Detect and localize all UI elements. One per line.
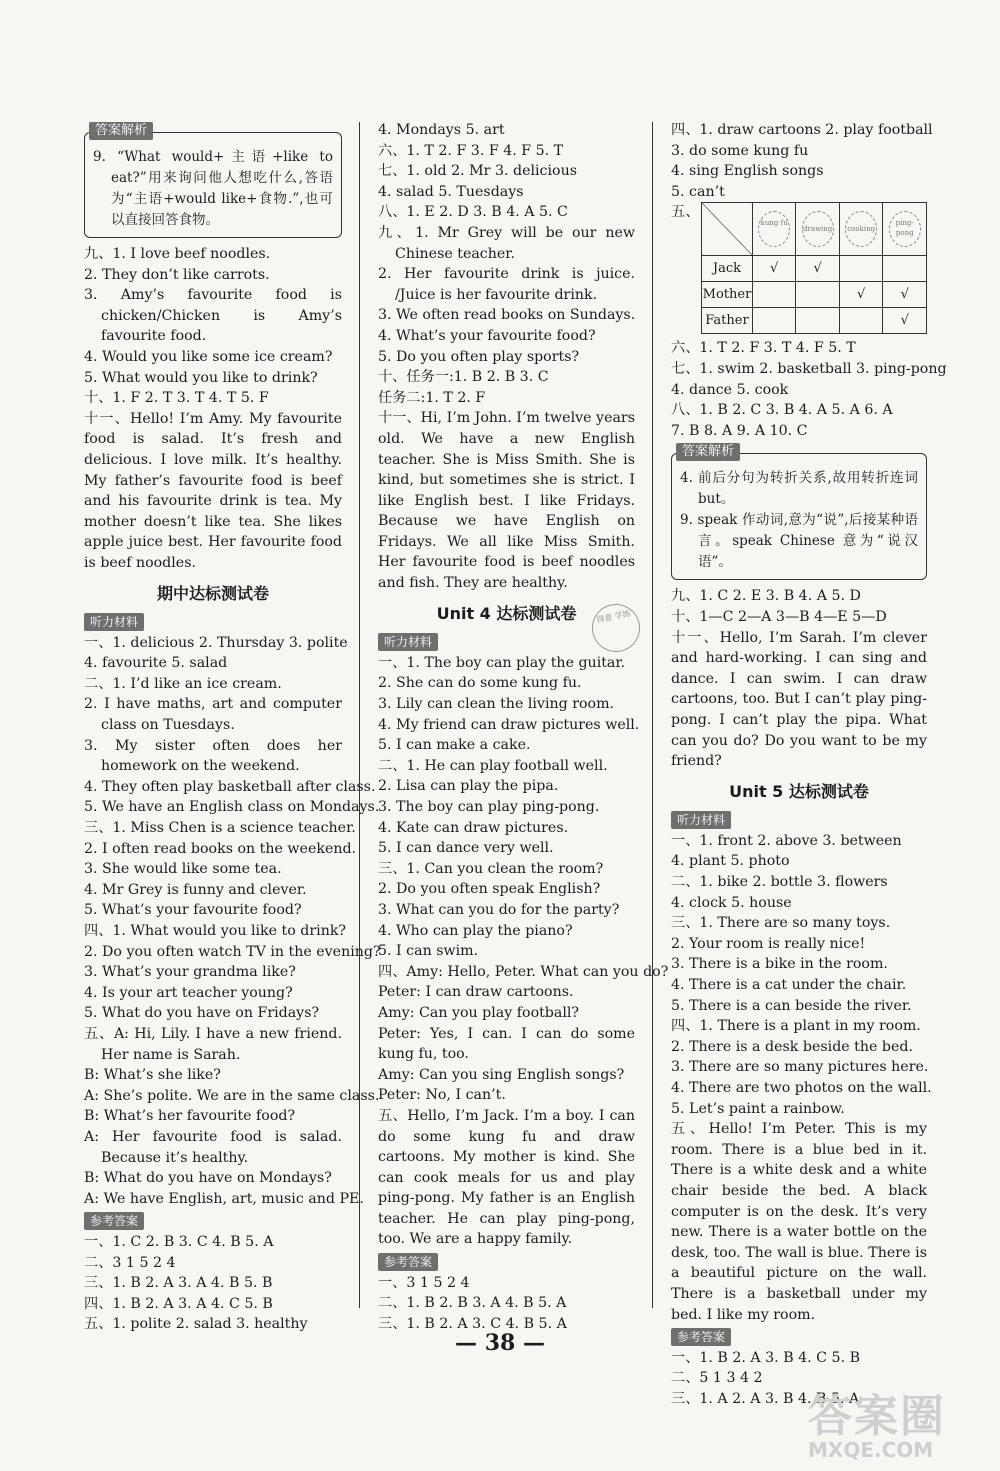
- table-row: [702, 308, 927, 334]
- answer-list: [84, 244, 342, 409]
- answer-line: 4. What’s your favourite food?: [378, 327, 596, 344]
- listening-line: B: What do you have on Mondays?: [84, 1170, 332, 1187]
- analysis-box: [671, 444, 927, 580]
- answer-line: 一、1. B 2. A 3. B 4. C 5. B: [671, 1349, 861, 1366]
- answer-line: 十、1. F 2. T 3. T 4. T 5. F: [84, 390, 269, 407]
- answer-list: [671, 586, 927, 627]
- listening-line: 3. The boy can play ping-pong.: [378, 799, 600, 815]
- column-divider: [359, 122, 360, 1308]
- listening-line: 2. I often read books on the weekend.: [84, 840, 357, 857]
- listening-line: 2. Your room is really nice!: [671, 935, 866, 952]
- table-cell: [883, 256, 927, 282]
- answer-line: 五、1. polite 2. salad 3. healthy: [84, 1316, 308, 1333]
- drawing-icon: drawing: [802, 211, 834, 247]
- passage: 十一、Hello, I’m Sarah. I’m clever and hard-working. I can sing and dance. I can swim. I can draw cartoons, too. But I can’t play ping-pong. I can’t play the pipa. What can you do? Do you want to be my friend?: [671, 629, 927, 770]
- listening-line: Amy: Can you sing English songs?: [378, 1066, 625, 1083]
- answer-line: 八、1. B 2. C 3. B 4. A 5. A 6. A: [671, 402, 893, 419]
- answer-line: 3. do some kung fu: [671, 142, 809, 159]
- listening-line: 4. My friend can draw pictures well.: [378, 716, 640, 733]
- answer-line: 7. B 8. A 9. A 10. C: [671, 422, 808, 439]
- cooking-figure: [839, 203, 883, 256]
- listening-line: 4. Is your art teacher young?: [84, 984, 293, 1001]
- listening-line: 5. There is a can beside the river.: [671, 997, 912, 1014]
- listening-line: 3. What’s your grandma like?: [84, 964, 296, 981]
- table-cell: √: [752, 256, 796, 282]
- answers-tag: 参考答案: [671, 1328, 731, 1346]
- ping-pong-icon: ping-pong: [889, 211, 921, 247]
- answer-line: 3. Amy’s favourite food is chicken/Chicken is Amy’s favourite food.: [84, 287, 342, 345]
- kung-fu-icon: kung fu: [758, 211, 790, 247]
- table-cell: [752, 282, 796, 308]
- listening-line: 一、1. delicious 2. Thursday 3. polite: [84, 634, 348, 651]
- listening-list: [84, 633, 381, 1210]
- listening-line: 5. What do you have on Fridays?: [84, 1005, 320, 1022]
- listening-line: 二、1. I’d like an ice cream.: [84, 675, 282, 692]
- answer-list: [378, 120, 635, 408]
- section-title: Unit 4 达标测试卷: [436, 603, 577, 623]
- answer-line: 六、1. T 2. F 3. T 4. F 5. T: [671, 340, 856, 357]
- kung-fu-figure: [752, 203, 796, 256]
- answers-tag: 参考答案: [378, 1253, 438, 1271]
- table-cell: [752, 308, 796, 334]
- answer-line: 3. We often read books on Sundays.: [378, 307, 636, 324]
- table-cell: √: [883, 308, 927, 334]
- watermark-url: MXQE.COM: [808, 1438, 934, 1462]
- listening-line: 一、1. front 2. above 3. between: [671, 832, 902, 849]
- analysis-text: 9. “What would+主语+like to eat?”用来询问他人想吃什么,答语为“主语+would like+食物.”,也可以直接回答食物。: [93, 149, 333, 228]
- listening-tag: 听力材料: [671, 811, 731, 829]
- answer-line: 二、1. B 2. B 3. A 4. B 5. A: [378, 1295, 567, 1312]
- listening-line: 4. There is a cat under the chair.: [671, 977, 907, 994]
- listening-line: Peter: No, I can’t.: [378, 1087, 506, 1104]
- listening-line: 4. There are two photos on the wall.: [671, 1080, 932, 1096]
- listening-line: 3. There is a bike in the room.: [671, 956, 888, 973]
- stamp: 得意 学练: [588, 600, 645, 657]
- table-cell: √: [883, 282, 927, 308]
- passage: 五、Hello, I’m Jack. I’m a boy. I can do some kung fu and draw cartoons. My mother is kind. She can cook meals for us and play ping-pong. My father is an English teacher. He can play ping-pong, too. We are a happy family.: [378, 1107, 635, 1248]
- reference-answers: [378, 1273, 635, 1335]
- answer-line: 七、1. old 2. Mr 3. delicious: [378, 163, 577, 180]
- answer-line: 5. can’t: [671, 183, 725, 200]
- table-cell: [796, 308, 840, 334]
- listening-line: B: What’s she like?: [84, 1067, 221, 1084]
- watermark-logo: 答案圈: [808, 1391, 946, 1442]
- listening-line: 3. Lily can clean the living room.: [378, 696, 615, 713]
- row-name: Father: [702, 308, 753, 334]
- passage: 十一、Hello! I’m Amy. My favourite food is salad. It’s fresh and delicious. I love milk. It’s healthy. My father’s favourite food is beef and his favourite drink is tea. My mother doesn’t like tea. She likes apple juice best. Her favourite food is beef noodles.: [84, 410, 342, 571]
- column-3: [671, 120, 947, 1410]
- table-cell: [796, 282, 840, 308]
- answer-line: 5. Do you often play sports?: [378, 348, 580, 365]
- answer-line: 三、1. B 2. A 3. C 4. B 5. A: [378, 1315, 567, 1332]
- listening-line: 2. She can do some kung fu.: [378, 675, 582, 692]
- answer-line: 4. sing English songs: [671, 163, 824, 180]
- listening-line: 3. There are so many pictures here.: [671, 1059, 929, 1076]
- listening-line: 5. What’s your favourite food?: [84, 902, 302, 919]
- section-title: 期中达标测试卷: [156, 583, 269, 603]
- listening-line: Peter: Yes, I can. I can do some kung fu, too.: [378, 1025, 635, 1063]
- table-row: [702, 256, 927, 282]
- table-row: [702, 282, 927, 308]
- ability-table-block: [671, 202, 927, 334]
- listening-line: 4. Mr Grey is funny and clever.: [84, 881, 307, 898]
- listening-line: 四、1. There is a plant in my room.: [671, 1018, 921, 1035]
- listening-line: B: What’s her favourite food?: [84, 1108, 296, 1125]
- answer-line: 四、1. B 2. A 3. A 4. C 5. B: [84, 1295, 273, 1312]
- answer-line: 九、1. I love beef noodles.: [84, 246, 271, 262]
- answer-line: 三、1. B 2. A 3. A 4. B 5. B: [84, 1275, 273, 1292]
- row-name: Mother: [702, 282, 753, 308]
- analysis-tag: 答案解析: [676, 443, 740, 461]
- listening-line: 4. Who can play the piano?: [378, 922, 573, 939]
- answer-line: 5. What would you like to drink?: [84, 369, 318, 386]
- analysis-tag: 答案解析: [89, 122, 153, 140]
- listening-line: 4. favourite 5. salad: [84, 655, 228, 672]
- passage: 十一、Hi, I’m John. I’m twelve years old. We have a new English teacher. She is Miss Smith. She is kind, but sometimes she is strict. I like English best. I like Fridays. Because we have English on Fridays. We all like Miss Smith. Her favourite food is beef noodles and fish. They are healthy.: [378, 410, 635, 592]
- answers-tag: 参考答案: [84, 1212, 144, 1230]
- column-2: [378, 120, 669, 1334]
- table-cell: √: [796, 256, 840, 282]
- cooking-icon: cooking: [845, 211, 877, 247]
- reference-answers: [84, 1232, 342, 1335]
- table-label: 五、: [671, 204, 700, 221]
- listening-line: Amy: Can you play football?: [378, 1004, 580, 1021]
- listening-line: A: She’s polite. We are in the same class.: [84, 1087, 380, 1104]
- table-cell: [839, 308, 883, 334]
- listening-line: 4. plant 5. photo: [671, 853, 790, 870]
- table-cell: [839, 256, 883, 282]
- listening-line: 2. I have maths, art and computer class on Tuesdays.: [84, 696, 342, 734]
- listening-line: 一、1. The boy can play the guitar.: [378, 654, 626, 671]
- listening-line: 5. I can make a cake.: [378, 737, 531, 754]
- listening-line: 2. There is a desk beside the bed.: [671, 1038, 913, 1055]
- answer-line: 十、1—C 2—A 3—B 4—E 5—D: [671, 608, 887, 625]
- ping-pong-figure: [883, 203, 927, 256]
- listening-line: 2. Do you often speak English?: [378, 881, 601, 898]
- listening-line: 4. Kate can draw pictures.: [378, 819, 569, 836]
- answer-line: 4. Would you like some ice cream?: [84, 348, 333, 365]
- listening-line: 三、1. There are so many toys.: [671, 915, 891, 932]
- listening-line: 三、1. Miss Chen is a science teacher.: [84, 820, 356, 837]
- row-name: Jack: [702, 256, 753, 282]
- ability-table: [701, 202, 927, 334]
- answer-line: 一、1. C 2. B 3. C 4. B 5. A: [84, 1233, 274, 1250]
- answer-line: 八、1. E 2. D 3. B 4. A 5. C: [378, 204, 568, 221]
- listening-list: [378, 653, 669, 1106]
- listening-line: 5. I can dance very well.: [378, 840, 554, 857]
- diagonal-header-cell: [702, 203, 753, 256]
- listening-line: 5. We have an English class on Mondays.: [84, 799, 380, 816]
- page-number: — 38 —: [455, 1330, 545, 1356]
- analysis-text: 9. speak 作动词,意为“说”,后接某种语言。speak Chinese 意为“说汉语”。: [680, 512, 918, 571]
- analysis-box: [84, 123, 342, 238]
- answer-line: 4. salad 5. Tuesdays: [378, 183, 524, 200]
- listening-tag: 听力材料: [84, 613, 144, 631]
- listening-line: 3. She would like some tea.: [84, 861, 282, 878]
- listening-tag: 听力材料: [378, 633, 438, 651]
- answer-line: 四、1. draw cartoons 2. play football: [671, 122, 933, 138]
- listening-line: 四、Amy: Hello, Peter. What can you do?: [378, 963, 669, 980]
- answer-line: 4. Mondays 5. art: [378, 122, 505, 138]
- answer-line: 十、任务一:1. B 2. B 3. C: [378, 369, 549, 386]
- answer-line: 六、1. T 2. F 3. F 4. F 5. T: [378, 142, 564, 159]
- analysis-text: 4. 前后分句为转折关系,故用转折连词 but。: [680, 470, 918, 508]
- answer-line: 4. dance 5. cook: [671, 381, 789, 398]
- listening-line: Peter: I can draw cartoons.: [378, 984, 574, 1001]
- drawing-figure: [796, 203, 840, 256]
- listening-line: A: Her favourite food is salad. Because it’s healthy.: [84, 1128, 342, 1166]
- column-divider: [652, 122, 653, 1308]
- answer-line: 二、3 1 5 2 4: [84, 1254, 176, 1271]
- passage: 五、Hello! I’m Peter. This is my room. There is a blue bed in it. There is a white desk and a white chair beside the bed. A black computer is on the desk. It’s very new. There is a water bottle on the desk, too. The wall is blue. There is a beautiful picture on the wall. There is a basketball under my bed. I like my room.: [671, 1121, 927, 1323]
- listening-line: 2. Lisa can play the pipa.: [378, 778, 559, 795]
- listening-line: 2. Do you often watch TV in the evening?: [84, 943, 381, 960]
- answer-line: 二、5 1 3 4 2: [671, 1370, 763, 1387]
- answer-list: [671, 338, 947, 441]
- listening-line: A: We have English, art, music and PE.: [84, 1190, 364, 1207]
- listening-line: 二、1. bike 2. bottle 3. flowers: [671, 874, 888, 891]
- listening-line: 5. I can swim.: [378, 943, 479, 960]
- answer-line: 九、1. Mr Grey will be our new Chinese teacher.: [378, 224, 635, 262]
- answer-line: 七、1. swim 2. basketball 3. ping-pong: [671, 360, 947, 377]
- answer-line: 三、1. A 2. A 3. B 4. B 5. A: [671, 1390, 860, 1407]
- table-cell: √: [839, 282, 883, 308]
- listening-line: 3. What can you do for the party?: [378, 901, 620, 918]
- listening-line: 4. They often play basketball after class.: [84, 778, 376, 795]
- section-title: Unit 5 达标测试卷: [729, 781, 869, 801]
- answer-line: 2. They don’t like carrots.: [84, 266, 270, 283]
- listening-line: 5. Let’s paint a rainbow.: [671, 1100, 845, 1117]
- answer-line: 一、3 1 5 2 4: [378, 1274, 470, 1291]
- watermark: [808, 1380, 988, 1460]
- answer-line: 任务二:1. T 2. F: [378, 389, 486, 406]
- answer-line: 2. Her favourite drink is juice. /Juice is her favourite drink.: [378, 266, 635, 303]
- column-1: [84, 120, 381, 1335]
- listening-line: 三、1. Can you clean the room?: [378, 860, 604, 877]
- listening-list: [671, 831, 932, 1119]
- answer-list: [671, 120, 933, 202]
- listening-line: 四、1. What would you like to drink?: [84, 923, 347, 939]
- listening-line: 五、A: Hi, Lily. I have a new friend. Her name is Sarah.: [84, 1025, 342, 1063]
- listening-line: 3. My sister often does her homework on the weekend.: [84, 737, 342, 775]
- answer-line: 九、1. C 2. E 3. B 4. A 5. D: [671, 588, 861, 605]
- listening-line: 二、1. He can play football well.: [378, 757, 608, 774]
- listening-line: 4. clock 5. house: [671, 894, 792, 911]
